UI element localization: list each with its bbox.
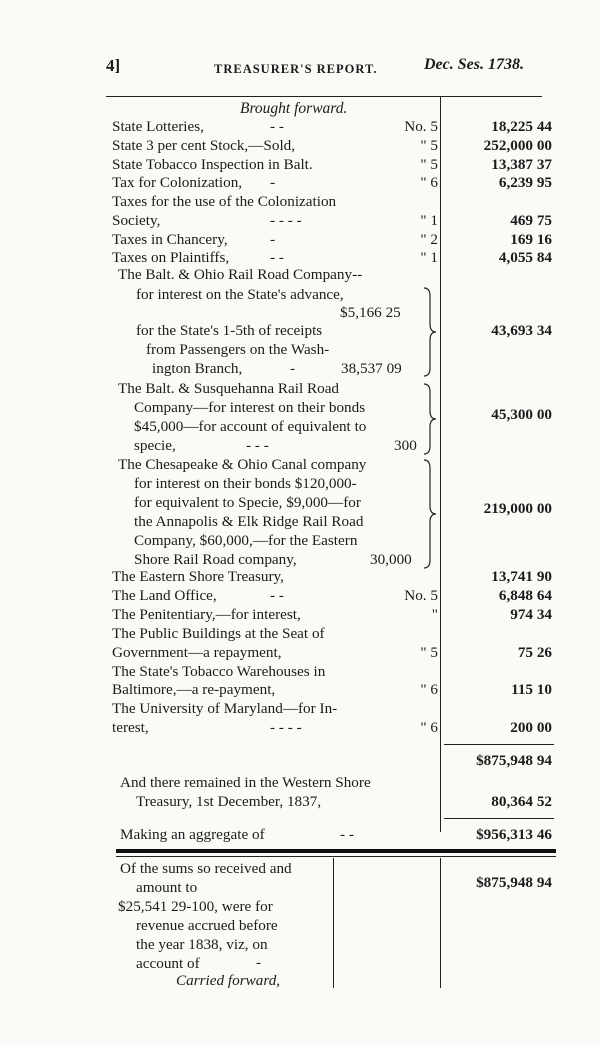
balt-ohio-subamount: $5,166 25 xyxy=(340,304,401,321)
aggregate-label: Making an aggregate of xyxy=(120,826,265,843)
ledger-row xyxy=(0,568,600,586)
remained-amount: 80,364 52 xyxy=(491,793,552,810)
bottom-line: amount to xyxy=(136,879,198,896)
bracket-icon xyxy=(422,286,438,378)
row-amount: 469 75 xyxy=(510,212,552,229)
row-amount: 115 10 xyxy=(511,681,552,698)
bottom-amount: $875,948 94 xyxy=(476,874,552,891)
balt-ohio-line: from Passengers on the Wash- xyxy=(146,341,330,358)
balt-susq-subamount: 300 xyxy=(394,437,417,454)
row-dots: - - - - xyxy=(270,719,302,736)
row-label: State 3 per cent Stock,—Sold, xyxy=(112,137,296,154)
ledger-row xyxy=(0,719,600,737)
remained-line: Treasury, 1st December, 1837, xyxy=(136,793,322,810)
ches-ohio-line: for equivalent to Specie, $9,000—for xyxy=(134,494,361,511)
thin-rule xyxy=(116,856,556,857)
row-reference: No. 5 xyxy=(404,118,438,135)
row-dots: - - xyxy=(270,249,284,266)
running-title: TREASURER'S REPORT. xyxy=(214,62,378,76)
balt-ohio-dash: - xyxy=(290,360,296,377)
row-label: Tax for Colonization, xyxy=(112,174,243,191)
ledger-row xyxy=(0,231,600,249)
row-dots: - xyxy=(270,174,276,191)
bottom-line: Of the sums so received and xyxy=(120,860,292,877)
ledger-row xyxy=(0,700,600,718)
ches-ohio-line: the Annapolis & Elk Ridge Rail Road xyxy=(134,513,364,530)
row-reference: " 2 xyxy=(420,231,438,248)
row-reference: " 5 xyxy=(420,644,438,661)
ledger-row xyxy=(0,174,600,192)
row-amount: 18,225 44 xyxy=(491,118,552,135)
bracket-icon xyxy=(422,382,438,456)
ledger-row xyxy=(0,193,600,211)
row-label: The State's Tobacco Warehouses in xyxy=(112,663,326,680)
ledger-row xyxy=(0,644,600,662)
bottom-line: the year 1838, viz, on xyxy=(136,936,268,953)
heavy-rule xyxy=(116,849,556,853)
row-label: Government—a repayment, xyxy=(112,644,282,661)
row-label: State Lotteries, xyxy=(112,118,204,135)
row-reference: No. 5 xyxy=(404,587,438,604)
bracket-icon xyxy=(422,458,438,570)
balt-susq-line: $45,000—for account of equivalent to xyxy=(134,418,367,435)
row-amount: 13,387 37 xyxy=(491,156,552,173)
ches-ohio-line: Shore Rail Road company, xyxy=(134,551,297,568)
sum-rule xyxy=(444,744,554,745)
page-number: 4] xyxy=(106,56,121,75)
row-amount: 4,055 84 xyxy=(498,249,552,266)
balt-ohio-line: ington Branch, xyxy=(152,360,243,377)
balt-ohio-amount: 43,693 34 xyxy=(491,322,552,339)
row-label: The Land Office, xyxy=(112,587,217,604)
balt-ohio-heading: The Balt. & Ohio Rail Road Company-- xyxy=(118,266,363,283)
row-dots: - - xyxy=(270,587,284,604)
balt-susq-line: The Balt. & Susquehanna Rail Road xyxy=(118,380,340,397)
row-dots: - - - - xyxy=(270,212,302,229)
sum-rule xyxy=(444,818,554,819)
row-label: Taxes in Chancery, xyxy=(112,231,228,248)
row-label: The Eastern Shore Treasury, xyxy=(112,568,284,585)
balt-ohio-line: for the State's 1-5th of receipts xyxy=(136,322,323,339)
ches-ohio-line: for interest on their bonds $120,000- xyxy=(134,475,357,492)
row-dots: - - xyxy=(270,118,284,135)
ledger-row xyxy=(0,212,600,230)
balt-susq-line: specie, xyxy=(134,437,176,454)
ledger-row xyxy=(0,681,600,699)
balt-ohio-subamount: 38,537 09 xyxy=(341,360,402,377)
ledger-row xyxy=(0,156,600,174)
ledger-row xyxy=(0,587,600,605)
ches-ohio-amount: 219,000 00 xyxy=(483,500,552,517)
row-reference: " 5 xyxy=(420,156,438,173)
bottom-dash: - xyxy=(256,954,262,971)
ledger-row xyxy=(0,137,600,155)
bottom-line: account of xyxy=(136,955,200,972)
balt-susq-amount: 45,300 00 xyxy=(491,406,552,423)
balt-susq-line: Company—for interest on their bonds xyxy=(134,399,366,416)
row-label: Taxes on Plaintiffs, xyxy=(112,249,230,266)
row-label: Taxes for the use of the Colonization xyxy=(112,193,337,210)
bottom-line: revenue accrued before xyxy=(136,917,278,934)
row-reference: " 5 xyxy=(420,137,438,154)
row-amount: 252,000 00 xyxy=(483,137,552,154)
row-label: The Penitentiary,—for interest, xyxy=(112,606,301,623)
ledger-row xyxy=(0,606,600,624)
aggregate-dots: - - xyxy=(340,826,354,843)
ledger-row xyxy=(0,249,600,267)
row-amount: 974 34 xyxy=(510,606,552,623)
aggregate-amount: $956,313 46 xyxy=(476,826,552,843)
balt-ohio-line: for interest on the State's advance, xyxy=(136,286,344,303)
row-amount: 13,741 90 xyxy=(491,568,552,585)
row-amount: 6,848 64 xyxy=(498,587,552,604)
row-reference: " 1 xyxy=(420,249,438,266)
row-label: The Public Buildings at the Seat of xyxy=(112,625,325,642)
row-amount: 75 26 xyxy=(517,644,552,661)
header-rule xyxy=(106,96,542,97)
row-label: The University of Maryland—for In- xyxy=(112,700,338,717)
row-dots: - xyxy=(270,231,276,248)
row-amount: 200 00 xyxy=(510,719,552,736)
ches-ohio-line: Company, $60,000,—for the Eastern xyxy=(134,532,358,549)
ledger-row xyxy=(0,118,600,136)
row-reference: " xyxy=(431,606,438,623)
ches-ohio-line: The Chesapeake & Ohio Canal company xyxy=(118,456,367,473)
subtotal-amount: $875,948 94 xyxy=(476,752,552,769)
ledger-row xyxy=(0,663,600,681)
bottom-line: $25,541 29-100, were for xyxy=(118,898,273,915)
row-reference: " 6 xyxy=(420,681,438,698)
row-label: Society, xyxy=(112,212,161,229)
row-amount: 169 16 xyxy=(510,231,552,248)
session-label: Dec. Ses. 1738. xyxy=(424,56,524,73)
carried-forward: Carried forward, xyxy=(176,972,281,989)
brought-forward: Brought forward. xyxy=(240,100,348,117)
ledger-row xyxy=(0,625,600,643)
row-label: terest, xyxy=(112,719,149,736)
row-label: Baltimore,—a re-payment, xyxy=(112,681,276,698)
balt-susq-dots: - - - xyxy=(246,437,269,454)
ches-ohio-subamount: 30,000 xyxy=(370,551,412,568)
remained-line: And there remained in the Western Shore xyxy=(120,774,371,791)
row-reference: " 6 xyxy=(420,719,438,736)
row-reference: " 1 xyxy=(420,212,438,229)
row-reference: " 6 xyxy=(420,174,438,191)
row-label: State Tobacco Inspection in Balt. xyxy=(112,156,313,173)
row-amount: 6,239 95 xyxy=(498,174,552,191)
